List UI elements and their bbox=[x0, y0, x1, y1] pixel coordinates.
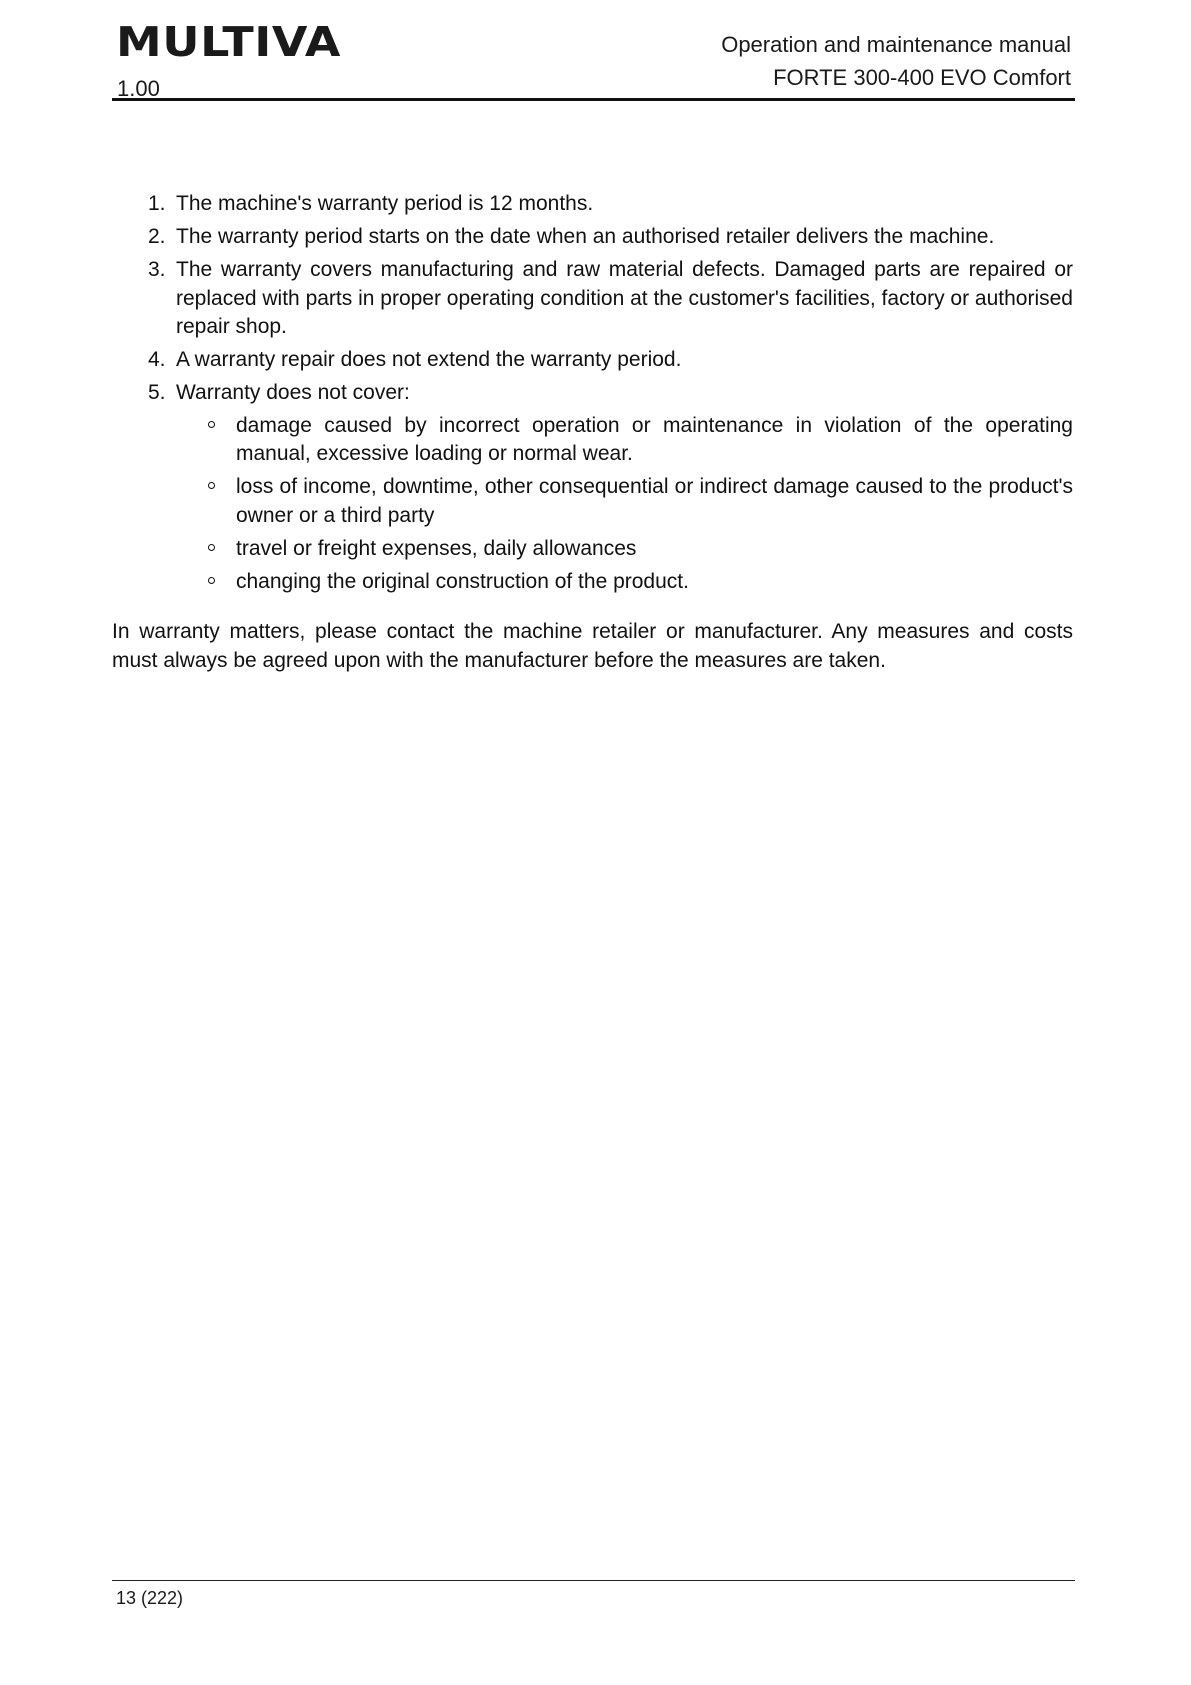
list-item bbox=[112, 223, 1073, 252]
item-number: 4. bbox=[148, 348, 166, 371]
item-number: 2. bbox=[148, 225, 166, 248]
exclusion-text: loss of income, downtime, other consequential or indirect damage caused to the product's owner or a third party bbox=[236, 475, 1073, 527]
exclusion-text: damage caused by incorrect operation or maintenance in violation of the operating manual, excessive loading or normal wear. bbox=[236, 413, 1073, 465]
document-title: Operation and maintenance manual bbox=[721, 32, 1071, 57]
document-model: FORTE 300-400 EVO Comfort bbox=[773, 65, 1071, 90]
item-text: The warranty covers manufacturing and raw material defects. Damaged parts are repaired or replaced with parts in proper operating condition at the customer's facilities, factory or authorised repair shop. bbox=[176, 258, 1073, 338]
circle-bullet-icon bbox=[208, 421, 215, 428]
item-text: The warranty period starts on the date when an authorised retailer delivers the machine. bbox=[176, 225, 995, 248]
warranty-terms-list bbox=[112, 190, 1073, 596]
exclusion-text: changing the original construction of the product. bbox=[236, 569, 689, 593]
circle-bullet-icon bbox=[208, 544, 215, 551]
exclusion-item bbox=[176, 412, 1073, 469]
item-number: 5. bbox=[148, 381, 166, 404]
circle-bullet-icon bbox=[208, 482, 215, 489]
multiva-logo: MULTIVA bbox=[116, 18, 341, 66]
page-number: 13 (222) bbox=[116, 1588, 184, 1608]
exclusion-item bbox=[176, 473, 1073, 530]
item-number: 3. bbox=[148, 258, 166, 281]
circle-bullet-icon bbox=[208, 577, 215, 584]
header-divider bbox=[112, 98, 1075, 101]
list-item bbox=[112, 256, 1073, 342]
document-version: 1.00 bbox=[117, 76, 160, 101]
warranty-section bbox=[112, 190, 1073, 696]
list-item bbox=[112, 190, 1073, 219]
warranty-exclusions-list bbox=[176, 412, 1073, 597]
item-text: The machine's warranty period is 12 months. bbox=[176, 192, 594, 215]
warranty-contact-paragraph: In warranty matters, please contact the machine retailer or manufacturer. Any measures and costs must always be agreed upon with the manufacturer before the measures are taken. bbox=[112, 620, 1073, 672]
item-text: A warranty repair does not extend the warranty period. bbox=[176, 348, 682, 371]
list-item bbox=[112, 379, 1073, 596]
exclusion-text: travel or freight expenses, daily allowances bbox=[236, 536, 637, 560]
list-item bbox=[112, 346, 1073, 375]
item-number: 1. bbox=[148, 192, 166, 215]
page-header bbox=[112, 18, 1075, 102]
footer-divider bbox=[112, 1580, 1075, 1581]
exclusion-item bbox=[176, 535, 1073, 564]
exclusion-item bbox=[176, 568, 1073, 597]
item-text: Warranty does not cover: bbox=[176, 381, 410, 404]
